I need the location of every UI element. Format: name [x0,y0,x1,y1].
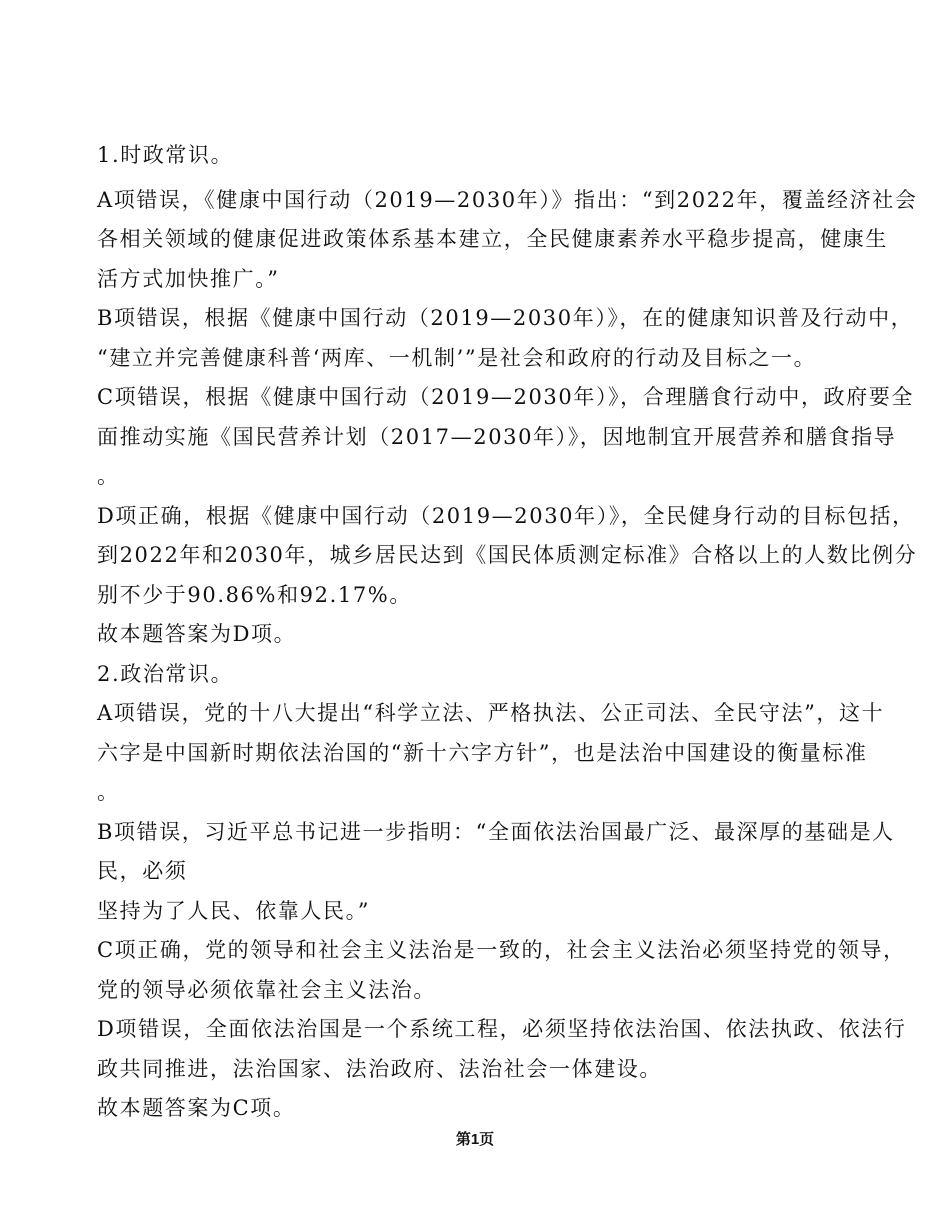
text-line: 故本题答案为C项。 [97,1096,296,1120]
text-line: 2.政治常识。 [97,661,234,686]
page-number: 第1页 [455,1131,495,1148]
text-line: A项错误，《健康中国行动（2019—2030年）》指出：“到2022年，覆盖经济社会 [97,187,918,212]
text-line: C项错误，根据《健康中国行动（2019—2030年）》，合理膳食行动中，政府要全 [97,385,914,409]
text-line: B项错误，根据《健康中国行动（2019—2030年）》，在的健康知识普及行动中， [97,306,914,330]
text-line: B项错误，习近平总书记进一步指明：“全面依法治国最广泛、最深厚的基础是人 [97,819,895,844]
text-line: D项错误，全面依法治国是一个系统工程，必须坚持依法治国、依法执政、依法行 [97,1017,907,1041]
text-line: 到2022年和2030年，城乡居民达到《国民体质测定标准》合格以上的人数比例分 [97,543,918,567]
text-line: D项正确，根据《健康中国行动（2019—2030年）》，全民健身行动的目标包括， [97,503,915,528]
text-line: 面推动实施《国民营养计划（2017—2030年）》，因地制宜开展营养和膳食指导 [97,424,897,449]
text-line: “建立并完善健康科普‘两库、一机制’”是社会和政府的行动及目标之一。 [97,345,817,370]
text-line: 坚持为了人民、依靠人民。” [97,898,371,923]
text-line: 故本题答案为D项。 [97,622,297,646]
text-line: 。 [97,464,120,488]
text-line: 别不少于90.86%和92.17%。 [97,582,412,607]
text-line: 各相关领域的健康促进政策体系基本建立，全民健康素养水平稳步提高，健康生 [97,227,888,251]
text-line: C项正确，党的领导和社会主义法治是一致的，社会主义法治必须坚持党的领导， [97,938,906,962]
text-line: 民，必须 [97,859,188,883]
text-line: 六字是中国新时期依法治国的“新十六字方针”，也是法治中国建设的衡量标准 [97,740,868,765]
text-line: 政共同推进，法治国家、法治政府、法治社会一体建设。 [97,1056,662,1081]
text-line: 活方式加快推广。” [97,266,280,291]
text-line: 。 [97,780,120,804]
text-line: A项错误，党的十八大提出“科学立法、严格执法、公正司法、全民守法”，这十 [97,701,885,725]
text-line: 1.时政常识。 [97,143,234,167]
text-line: 党的领导必须依靠社会主义法治。 [97,977,436,1002]
